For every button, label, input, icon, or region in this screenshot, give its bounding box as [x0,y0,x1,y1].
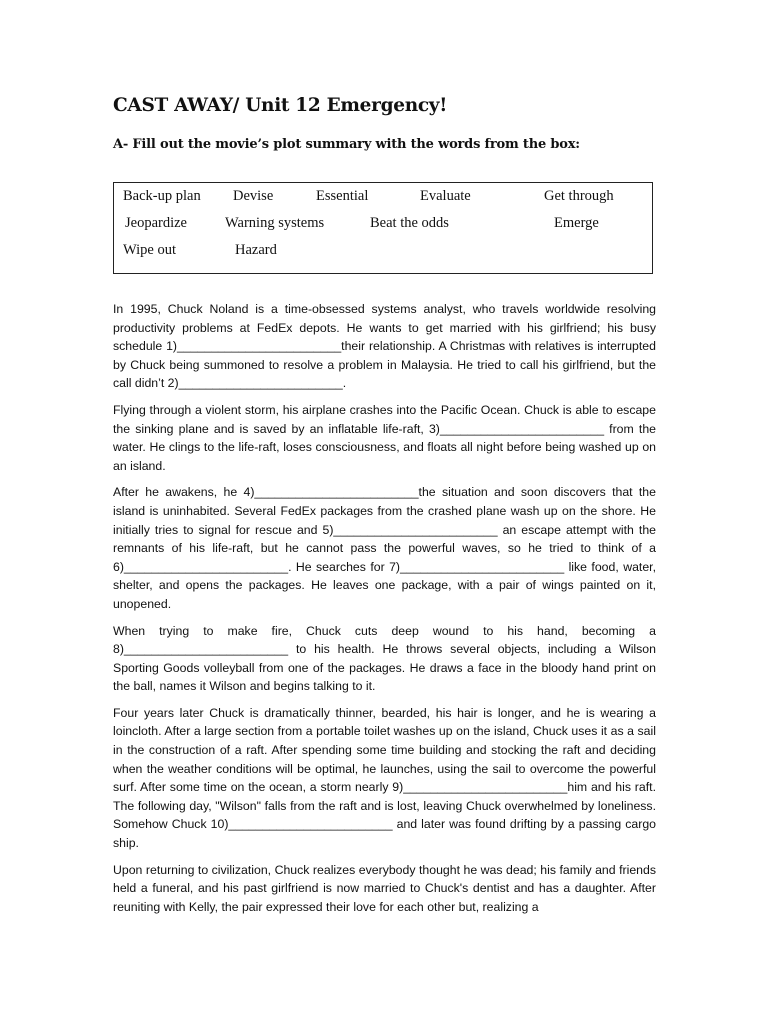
paragraph: Four years later Chuck is dramatically thinner, bearded, his hair is longer, and he is wearing a loincloth. After a large section from a portable toilet washes up on the island, Chuck uses it as a sail in the construction of a raft. After spending some time building and stocking the raft and deciding when the weather conditions will be optimal, he launches, using the sail to overcome the powerful surf. After some time on the ocean, a storm nearly 9)________________________him and his raft. The following day, "Wilson" falls from the raft and is lost, leaving Chuck overwhelmed by loneliness. Somehow Chuck 10)________________________ and later was found drifting by a passing cargo ship. [113,705,656,851]
paragraph: After he awakens, he 4)________________________the situation and soon discovers that the island is uninhabited. Several FedEx packages from the crashed plane wash up on the shore. He initially tries to signal for rescue and 5)________________________ an escape attempt with the remnants of his life-raft, but he cannot pass the powerful waves, so he tried to think of a 6)________________________. He searches for 7)________________________ like food, water, shelter, and opens the packages. He leaves one package, with a pair of wings painted on it, unopened. [113,485,656,611]
word-essential: Essential [316,188,369,204]
word-get-through: Get through [544,188,614,204]
exercise-instruction: A- Fill out the movie’s plot summary with the words from the box: [113,137,580,152]
word-wipe-out: Wipe out [123,242,176,258]
word-devise: Devise [233,188,274,204]
word-warning-systems: Warning systems [225,215,325,231]
paragraph: When trying to make fire, Chuck cuts deep wound to his hand, becoming a 8)________________________ to his health. He throws several objects, including a Wilson Sporting Goods volleyball from one of the packages. He draws a face in the bloody hand print on the ball, names it Wilson and begins talking to it. [113,623,656,694]
paragraph: In 1995, Chuck Noland is a time-obsessed systems analyst, who travels worldwide resolving productivity problems at FedEx depots. He wants to get married with his girlfriend; his busy schedule 1)________________________their relationship. A Christmas with relatives is interrupted by Chuck being summoned to resolve a problem in Malaysia. He tried to call his girlfriend, but the call didn’t 2)________________________. [113,302,656,391]
word-evaluate: Evaluate [420,188,471,204]
word-emerge: Emerge [554,215,599,231]
page-title: CAST AWAY/ Unit 12 Emergency! [113,95,448,116]
word-back-up-plan: Back-up plan [123,188,201,204]
paragraph: Flying through a violent storm, his airplane crashes into the Pacific Ocean. Chuck is able to escape the sinking plane and is saved by an inflatable life-raft, 3)________________________ from the water. He clings to the life-raft, loses consciousness, and floats all night before being washed up on an island. [113,402,656,473]
box-bottom-underline [254,273,504,274]
word-box [113,182,653,274]
word-hazard: Hazard [235,242,277,258]
word-beat-the-odds: Beat the odds [370,215,449,231]
plot-summary [113,300,656,924]
word-jeopardize: Jeopardize [125,215,187,231]
paragraph: Upon returning to civilization, Chuck realizes everybody thought he was dead; his family and friends held a funeral, and his past girlfriend is now married to Chuck's dentist and has a daughter. After reuniting with Kelly, the pair expressed their love for each other but, realizing a [113,862,656,914]
